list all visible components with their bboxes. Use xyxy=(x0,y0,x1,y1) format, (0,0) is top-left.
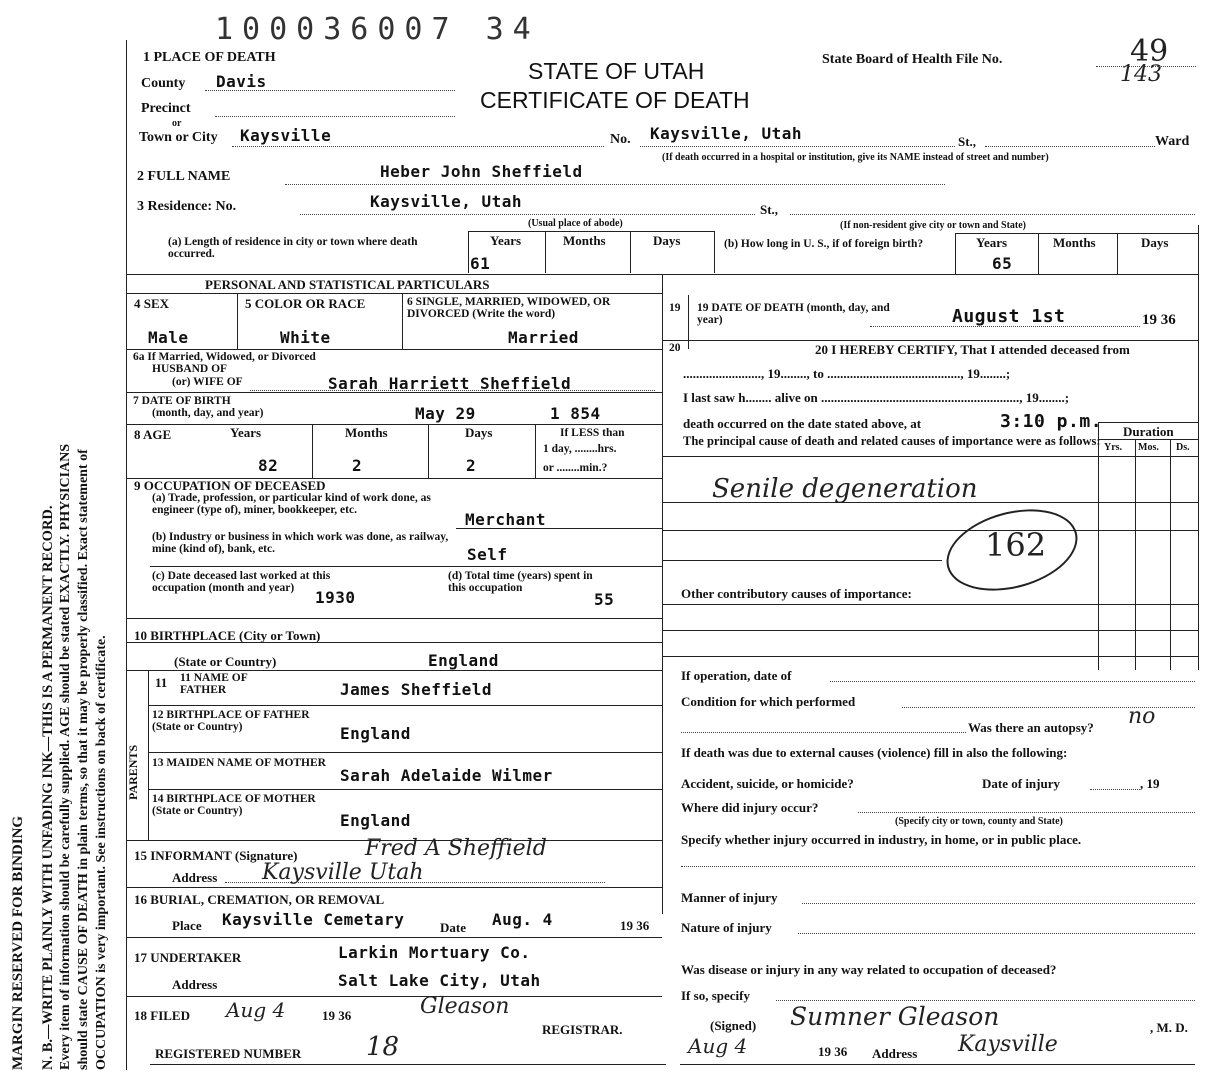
age-years-value: 82 xyxy=(258,456,279,475)
cause-line-3 xyxy=(662,560,942,561)
length-col-4 xyxy=(714,231,715,273)
length-residence-label: (a) Length of residence in city or town where death occurred. xyxy=(168,236,418,260)
cause-value: Senile degeneration xyxy=(712,474,978,504)
row-18-line xyxy=(126,996,662,997)
row-12-line xyxy=(148,705,662,706)
length-col-2 xyxy=(545,231,546,273)
duration-mid xyxy=(1098,439,1198,440)
dob-label: 7 DATE OF BIRTH xyxy=(133,395,231,407)
mother-birthplace-value: England xyxy=(340,811,411,830)
center-divider xyxy=(662,274,663,914)
margin-line-4: OCCUPATION is very important. See instructions on back of certificate. xyxy=(94,635,109,1070)
informant-address-label: Address xyxy=(172,870,218,885)
occupation-c-label: (c) Date deceased last worked at this occupation (month and year) xyxy=(152,570,331,594)
bottom-line xyxy=(150,1064,666,1065)
operation-label: If operation, date of xyxy=(681,668,792,683)
cause-label: The principal cause of death and related causes of importance were as follows: xyxy=(683,434,1101,448)
undertaker-value: Larkin Mortuary Co. xyxy=(338,943,531,962)
manner-label: Manner of injury xyxy=(681,890,778,905)
father-birthplace-label: 12 BIRTHPLACE OF FATHER (State or Country) xyxy=(152,709,310,733)
father-value: James Sheffield xyxy=(340,680,492,699)
nonresident-note: (If non-resident give city or town and State) xyxy=(840,220,1027,231)
us-years-value: 65 xyxy=(992,254,1013,273)
row-16-line xyxy=(126,887,662,888)
place-of-death-label: 1 PLACE OF DEATH xyxy=(143,50,276,65)
birthplace-state-label: (State or Country) xyxy=(174,654,277,669)
row-13-line xyxy=(148,752,662,753)
us-col-1 xyxy=(955,233,956,275)
occ-a-line xyxy=(456,528,662,529)
age-col-3 xyxy=(535,424,536,478)
duration-yrs: Yrs. xyxy=(1104,442,1123,453)
sign-year-value: 19 36 xyxy=(818,1044,848,1059)
sex-value: Male xyxy=(148,328,189,347)
injury-date-line xyxy=(1090,789,1140,790)
town-line xyxy=(232,146,604,147)
right-border xyxy=(1198,225,1199,670)
undertaker-address-value: Salt Lake City, Utah xyxy=(338,971,541,990)
precinct-label: Precinct xyxy=(141,101,191,116)
if-so-line xyxy=(776,1000,1195,1001)
sex-label: 4 SEX xyxy=(134,296,170,311)
residence-value: Kaysville, Utah xyxy=(370,192,522,211)
length-days-label: Days xyxy=(653,233,681,248)
spouse-label-b: HUSBAND OF xyxy=(152,363,228,375)
duration-col-2 xyxy=(1135,439,1136,670)
row-7-line xyxy=(126,392,662,393)
us-residence-label: (b) How long in U. S., if of foreign birth? xyxy=(724,238,924,250)
address-no-label: No. xyxy=(610,132,631,147)
death-time-value: 3:10 p.m. xyxy=(1000,411,1103,432)
physician-address-label: Address xyxy=(872,1046,918,1061)
occupation-b-label: (b) Industry or business in which work was done, as railway, mine (kind of), bank, etc. xyxy=(152,531,449,555)
occupation-c-value: 1930 xyxy=(315,588,356,607)
dod-value: August 1st xyxy=(952,306,1066,327)
burial-year-value: 19 36 xyxy=(620,918,650,933)
dob-year: 1 854 xyxy=(550,404,601,423)
full-name-line xyxy=(285,184,945,185)
industry-label: Specify whether injury occurred in industry, in home, or in public place. xyxy=(681,832,1082,847)
us-col-3 xyxy=(1117,233,1118,275)
us-col-2 xyxy=(1038,233,1039,275)
burial-date-value: Aug. 4 xyxy=(492,910,553,929)
filed-date-value: Aug 4 xyxy=(226,998,286,1022)
certificate-title: CERTIFICATE OF DEATH xyxy=(480,87,750,113)
county-value: Davis xyxy=(216,72,267,91)
length-col-3 xyxy=(630,231,631,273)
row-11-line xyxy=(126,670,662,671)
personal-heading: PERSONAL AND STATISTICAL PARTICULARS xyxy=(205,277,490,292)
occupation-d-value: 55 xyxy=(594,590,615,609)
birthplace-label: 10 BIRTHPLACE (City or Town) xyxy=(134,628,321,643)
town-value: Kaysville xyxy=(240,126,332,145)
file-no-label: State Board of Health File No. xyxy=(822,52,1003,67)
residence-label: 3 Residence: No. xyxy=(137,199,237,214)
filed-label: 18 FILED xyxy=(134,1008,190,1023)
us-months-label: Months xyxy=(1053,235,1096,250)
death-time-label: death occurred on the date stated above, at xyxy=(683,416,922,431)
parents-divider xyxy=(148,670,149,840)
less-day-label: 1 day, ........hrs. xyxy=(543,443,617,455)
margin-line-1: N. B.—WRITE PLAINLY WITH UNFADING INK—THIS IS A PERMANENT RECORD. xyxy=(40,505,56,1070)
precinct-line xyxy=(215,116,455,117)
registered-number-label: REGISTERED NUMBER xyxy=(155,1046,302,1061)
dod-year: 19 36 xyxy=(1142,312,1176,328)
undertaker-label: 17 UNDERTAKER xyxy=(134,950,242,965)
serial-number: 100036007 34 xyxy=(215,12,540,47)
dob-sub: (month, day, and year) xyxy=(152,407,264,419)
registrar-label: REGISTRAR. xyxy=(542,1022,623,1037)
length-years-value: 61 xyxy=(470,254,491,273)
race-label: 5 COLOR OR RACE xyxy=(245,296,366,311)
accident-label: Accident, suicide, or homicide? xyxy=(681,776,854,791)
injury-year-label: , 19 xyxy=(1140,776,1160,791)
row-14-line xyxy=(148,789,662,790)
duration-col-1 xyxy=(1098,422,1099,670)
nature-line xyxy=(798,933,1195,934)
other-line-3 xyxy=(662,656,1198,657)
age-col-2 xyxy=(428,424,429,478)
other-causes-label: Other contributory causes of importance: xyxy=(681,586,912,601)
informant-signature: Fred A Sheffield xyxy=(365,836,547,861)
us-days-label: Days xyxy=(1141,235,1169,250)
signed-label: (Signed) xyxy=(710,1018,757,1033)
informant-label: 15 INFORMANT (Signature) xyxy=(134,848,298,863)
birthplace-mid-line xyxy=(126,642,662,643)
dod-line xyxy=(870,326,1140,327)
dod-label: 19 DATE OF DEATH (month, day, and year) xyxy=(697,302,890,326)
row-20-line xyxy=(662,340,1198,341)
father-label: 11 NAME OF FATHER xyxy=(180,672,248,696)
nature-label: Nature of injury xyxy=(681,920,772,935)
margin-instructions xyxy=(4,60,112,1070)
death-address-value: Kaysville, Utah xyxy=(650,124,802,143)
us-years-label: Years xyxy=(976,235,1008,250)
mother-label: 13 MAIDEN NAME OF MOTHER xyxy=(152,757,326,769)
length-col-1 xyxy=(468,231,469,273)
last-saw-line: I last saw h........ alive on ............................................................., 19........; xyxy=(683,390,1070,405)
manner-line xyxy=(802,903,1195,904)
occupation-label: 9 OCCUPATION OF DECEASED xyxy=(134,478,326,493)
cause-code: 162 xyxy=(985,526,1047,564)
residence-st-label: St., xyxy=(760,202,779,217)
st-line xyxy=(985,146,1155,147)
condition-label: Condition for which performed xyxy=(681,694,856,709)
county-line xyxy=(205,90,455,91)
occupation-a-label: (a) Trade, profession, or particular kind of work done, as engineer (type of), miner, bookkeeper, etc. xyxy=(152,492,431,516)
occ-b-line xyxy=(150,566,662,567)
duration-col-3 xyxy=(1170,439,1171,670)
length-years-label: Years xyxy=(490,233,522,248)
st-label: St., xyxy=(958,134,977,149)
county-label: County xyxy=(141,76,186,91)
physician-signature: Sumner Gleason xyxy=(790,1002,1000,1031)
autopsy-line xyxy=(681,732,966,733)
personal-heading-line xyxy=(126,293,662,294)
burial-label: 16 BURIAL, CREMATION, OR REMOVAL xyxy=(134,892,385,907)
other-line-2 xyxy=(662,630,1198,631)
dob-monthday: May 29 xyxy=(415,404,476,423)
duration-label: Duration xyxy=(1123,424,1174,439)
address-line xyxy=(640,146,955,147)
length-months-label: Months xyxy=(563,233,606,248)
less-min-label: or ........min.? xyxy=(543,462,608,474)
industry-line xyxy=(681,866,1195,867)
spouse-label-a: 6a If Married, Widowed, or Divorced xyxy=(133,351,316,363)
certify-num: 20 xyxy=(669,342,681,354)
left-border xyxy=(126,40,127,1070)
town-label: Town or City xyxy=(139,130,218,145)
file-no-line xyxy=(1096,66,1196,67)
age-label: 8 AGE xyxy=(134,427,172,442)
race-marital-divider xyxy=(402,293,403,349)
parents-side-label: PARENTS xyxy=(126,744,140,800)
hospital-note: (If death occurred in a hospital or institution, give its NAME instead of street and number) xyxy=(662,152,1049,163)
age-col-1 xyxy=(312,424,313,478)
informant-address-value: Kaysville Utah xyxy=(262,860,424,885)
occupation-b-value: Self xyxy=(467,545,508,564)
filed-year-value: 19 36 xyxy=(322,1008,352,1023)
row-10-line xyxy=(126,618,662,619)
md-label: , M. D. xyxy=(1150,1020,1188,1035)
mother-birthplace-label: 14 BIRTHPLACE OF MOTHER (State or Country) xyxy=(152,793,316,817)
residence-st-line xyxy=(790,214,1195,215)
file-no-number: 49 xyxy=(1130,34,1169,69)
where-injury-line xyxy=(858,812,1195,813)
burial-date-label: Date xyxy=(440,920,466,935)
row-8-line xyxy=(126,424,662,425)
less-than-label: If LESS than xyxy=(560,427,625,439)
state-title: STATE OF UTAH xyxy=(528,58,705,84)
operation-line xyxy=(830,681,1195,682)
length-box-top xyxy=(468,231,714,232)
father-num: 11 xyxy=(155,675,168,690)
marital-value: Married xyxy=(508,328,579,347)
informant-address-line xyxy=(225,882,605,883)
margin-line-2: Every item of information should be carefully supplied. AGE should be stated EXACTLY. PHYSICIANS xyxy=(58,443,73,1070)
undertaker-address-label: Address xyxy=(172,977,218,992)
residence-line xyxy=(300,214,755,215)
us-box-top xyxy=(955,233,1198,234)
occupation-a-value: Merchant xyxy=(465,510,547,529)
burial-place-value: Kaysville Cemetary xyxy=(222,910,405,929)
file-no-number-2: 143 xyxy=(1120,62,1162,87)
age-months-value: 2 xyxy=(352,456,363,475)
mother-value: Sarah Adelaide Wilmer xyxy=(340,766,553,785)
race-value: White xyxy=(280,328,331,347)
usual-abode-note: (Usual place of abode) xyxy=(528,218,623,229)
full-name-label: 2 FULL NAME xyxy=(137,169,231,184)
or-label: or xyxy=(172,118,182,129)
sex-race-divider xyxy=(237,293,238,349)
where-injury-label: Where did injury occur? xyxy=(681,800,819,815)
age-months-label: Months xyxy=(345,425,388,440)
cause-line-0 xyxy=(662,456,1198,457)
age-years-label: Years xyxy=(230,425,262,440)
cause-line-1 xyxy=(662,502,1198,503)
attended-dates: ........................, 19........, to ........................................., 19........; xyxy=(683,366,1011,381)
birthplace-value: England xyxy=(428,651,499,670)
autopsy-label: Was there an autopsy? xyxy=(968,720,1094,735)
specify-location-note: (Specify city or town, county and State) xyxy=(895,816,1063,827)
injury-date-label: Date of injury xyxy=(982,776,1060,791)
external-causes-label: If death was due to external causes (violence) fill in also the following: xyxy=(681,745,1068,760)
autopsy-value: no xyxy=(1128,704,1156,729)
row-17-line xyxy=(126,937,662,938)
other-line-1 xyxy=(662,604,1198,605)
burial-place-label: Place xyxy=(172,918,202,933)
if-so-label: If so, specify xyxy=(681,988,750,1003)
row-6-line xyxy=(126,349,662,350)
registrar-signature: Gleason xyxy=(420,994,510,1019)
certify-statement: 20 I HEREBY CERTIFY, That I attended deceased from xyxy=(815,342,1130,357)
spouse-value: Sarah Harriett Sheffield xyxy=(328,374,572,393)
duration-mos: Mos. xyxy=(1138,442,1159,453)
age-days-label: Days xyxy=(465,425,493,440)
sign-date-value: Aug 4 xyxy=(688,1034,748,1058)
spouse-label-c: (or) WIFE OF xyxy=(172,376,243,388)
occupation-d-label: (d) Total time (years) spent in this occupation xyxy=(448,570,593,594)
age-days-value: 2 xyxy=(466,456,477,475)
father-birthplace-value: England xyxy=(340,724,411,743)
ward-label: Ward xyxy=(1155,134,1190,149)
physician-address-value: Kaysville xyxy=(958,1032,1058,1057)
binding-margin-label: MARGIN RESERVED FOR BINDING xyxy=(10,815,26,1070)
registered-number-value: 18 xyxy=(366,1032,400,1062)
duration-top xyxy=(1098,422,1198,423)
physician-bottom-line xyxy=(680,1064,1195,1065)
full-name-value: Heber John Sheffield xyxy=(380,162,583,181)
spouse-line xyxy=(250,390,655,391)
cause-line-2 xyxy=(662,530,1198,531)
marital-label: 6 SINGLE, MARRIED, WIDOWED, OR DIVORCED (Write the word) xyxy=(407,296,611,320)
occupation-related-label: Was disease or injury in any way related to occupation of deceased? xyxy=(681,962,1057,977)
duration-ds: Ds. xyxy=(1176,442,1190,453)
margin-line-3: should state CAUSE OF DEATH in plain terms, so that it may be properly classified. Exact statement of xyxy=(76,449,91,1070)
dod-num: 19 xyxy=(669,302,681,314)
